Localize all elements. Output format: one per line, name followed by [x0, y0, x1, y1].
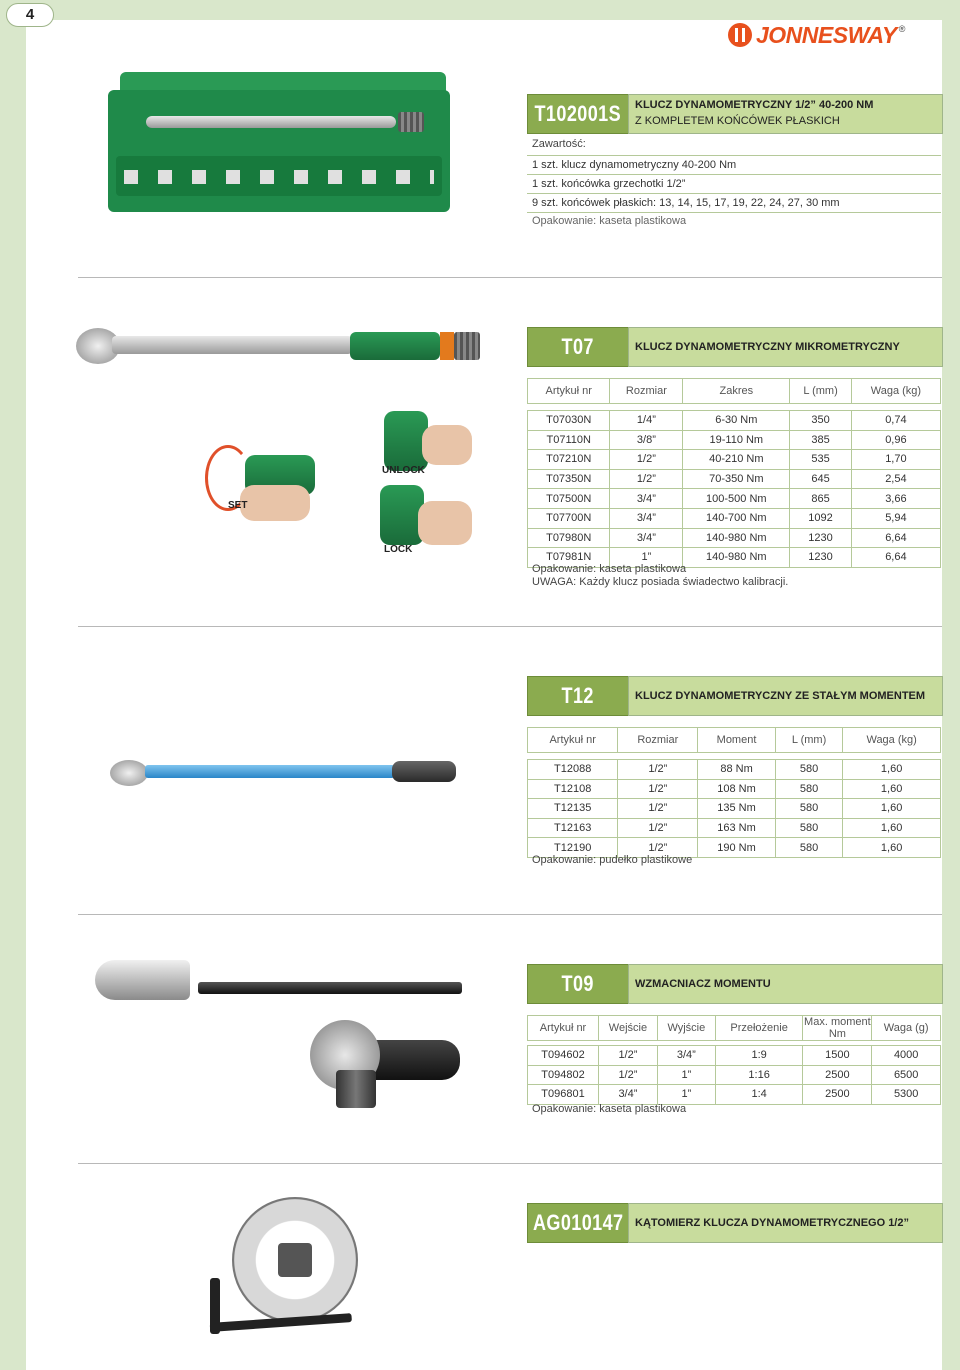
table-row — [528, 450, 941, 470]
table-cell: 140-980 Nm — [683, 528, 790, 548]
multiplier-bar-image — [198, 982, 462, 994]
table-row — [528, 489, 941, 509]
table-cell: 1,60 — [843, 818, 941, 838]
top-band — [0, 0, 960, 20]
table-cell: 3/4” — [657, 1046, 715, 1066]
product-code: T102001S — [534, 101, 622, 126]
table-row — [528, 760, 941, 780]
spec-table — [527, 1015, 941, 1105]
table-cell: 1:16 — [715, 1065, 803, 1085]
product-subtitle: Z KOMPLETEM KOŃCÓWEK PŁASKICH — [635, 115, 840, 127]
table-cell: 40-210 Nm — [683, 450, 790, 470]
table-cell: 6,64 — [851, 548, 940, 568]
table-cell: 1230 — [790, 528, 852, 548]
product-code-box — [527, 1203, 629, 1243]
table-cell: 1,60 — [843, 799, 941, 819]
table-cell: 1500 — [803, 1046, 872, 1066]
wrench-grip-image — [392, 761, 456, 782]
table-cell: 1,60 — [843, 760, 941, 780]
product-title-box — [628, 964, 943, 1004]
table-row — [528, 411, 941, 431]
table-cell: 0,96 — [851, 430, 940, 450]
product-title: KLUCZ DYNAMOMETRYCZNY MIKROMETRYCZNY — [635, 341, 900, 353]
table-cell: 350 — [790, 411, 852, 431]
table-cell: T07210N — [528, 450, 610, 470]
table-cell: 1/2” — [610, 450, 683, 470]
product-title: KLUCZ DYNAMOMETRYCZNY ZE STAŁYM MOMENTEM — [635, 690, 926, 702]
column-header: Wejście — [599, 1016, 658, 1041]
product-title: KLUCZ DYNAMOMETRYCZNY 1/2” 40-200 NM — [635, 99, 874, 111]
table-row — [528, 1046, 941, 1066]
table-row — [528, 508, 941, 528]
table-cell: 3,66 — [851, 489, 940, 509]
table-cell: 1,70 — [851, 450, 940, 470]
table-cell: 1/2” — [618, 760, 698, 780]
table-cell: 5300 — [872, 1085, 941, 1105]
table-cell: 1,60 — [843, 838, 941, 858]
table-cell: T07500N — [528, 489, 610, 509]
column-header: Moment — [698, 728, 776, 753]
table-cell: T07350N — [528, 469, 610, 489]
table-cell: 1” — [657, 1085, 715, 1105]
table-header-row — [528, 728, 941, 753]
table-cell: T07110N — [528, 430, 610, 450]
table-cell: T12108 — [528, 779, 618, 799]
table-cell: 3/4” — [599, 1085, 658, 1105]
table-cell: 535 — [790, 450, 852, 470]
wrench-shaft-image — [112, 336, 352, 354]
column-header: L (mm) — [775, 728, 842, 753]
table-cell: 1/2” — [618, 799, 698, 819]
column-header: Artykuł nr — [528, 728, 618, 753]
right-margin-band — [942, 20, 960, 1370]
lock-illustration — [374, 405, 478, 560]
table-cell: 0,74 — [851, 411, 940, 431]
column-header: Artykuł nr — [528, 379, 610, 404]
page-number: 4 — [6, 3, 54, 27]
product-code-box — [527, 327, 629, 367]
table-cell: 6-30 Nm — [683, 411, 790, 431]
table-cell: T12135 — [528, 799, 618, 819]
table-row — [528, 430, 941, 450]
brand-registered-mark: ® — [898, 24, 906, 34]
list-item: 9 szt. końcówek płaskich: 13, 14, 15, 17, 19, 22, 24, 27, 30 mm — [527, 194, 941, 213]
table-cell: 1/2” — [599, 1065, 658, 1085]
table-cell: 3/4” — [610, 528, 683, 548]
table-cell: T07981N — [528, 548, 610, 568]
table-cell: 6500 — [872, 1065, 941, 1085]
unlock-label: UNLOCK — [382, 465, 425, 476]
table-cell: T07980N — [528, 528, 610, 548]
column-header: Max. moment Nm — [804, 1016, 871, 1040]
table-cell: 1/2” — [618, 818, 698, 838]
multiplier-head-image — [95, 960, 190, 1000]
table-cell: 1230 — [790, 548, 852, 568]
table-cell: 580 — [775, 838, 842, 858]
column-header: Rozmiar — [618, 728, 698, 753]
table-cell: 1/4” — [610, 411, 683, 431]
spec-table — [527, 727, 941, 858]
column-header: Waga (kg) — [843, 728, 941, 753]
contents-label: Zawartość: — [532, 138, 586, 150]
contents-list — [527, 155, 941, 213]
table-cell: 1,60 — [843, 779, 941, 799]
table-cell: 1/2” — [610, 469, 683, 489]
section-divider — [78, 277, 942, 278]
brand-name: JONNESWAY — [756, 21, 897, 48]
set-label: SET — [228, 500, 248, 511]
section-divider — [78, 1163, 942, 1164]
column-header: Zakres — [683, 379, 790, 404]
multiplier-body-image — [300, 1020, 462, 1110]
table-cell: T12163 — [528, 818, 618, 838]
table-row — [528, 818, 941, 838]
table-cell: 4000 — [872, 1046, 941, 1066]
table-cell: 5,94 — [851, 508, 940, 528]
table-cell: 3/4” — [610, 508, 683, 528]
warning-note: UWAGA: Każdy klucz posiada świadectwo kalibracji. — [532, 576, 789, 588]
table-cell: 3/8” — [610, 430, 683, 450]
table-cell: 108 Nm — [698, 779, 776, 799]
product-code: AG010147 — [532, 1210, 624, 1235]
packaging-note: Opakowanie: kaseta plastikowa — [532, 563, 687, 575]
column-header: Przełożenie — [715, 1016, 803, 1041]
table-cell: 580 — [775, 799, 842, 819]
product-title-box — [628, 1203, 943, 1243]
table-cell: 140-980 Nm — [683, 548, 790, 568]
section-divider — [78, 626, 942, 627]
table-cell: 100-500 Nm — [683, 489, 790, 509]
table-cell: 163 Nm — [698, 818, 776, 838]
table-row — [528, 1085, 941, 1105]
product-code: T12 — [561, 683, 595, 708]
column-header: Artykuł nr — [528, 1016, 599, 1041]
table-cell: 2500 — [803, 1085, 872, 1105]
protractor-dial-image — [232, 1197, 358, 1323]
list-item: 1 szt. klucz dynamometryczny 40-200 Nm — [527, 156, 941, 175]
product-title-box — [628, 94, 943, 134]
table-cell: 645 — [790, 469, 852, 489]
table-cell: 1:9 — [715, 1046, 803, 1066]
table-cell: 19-110 Nm — [683, 430, 790, 450]
wrench-head-image — [110, 760, 148, 786]
table-header-row — [528, 379, 941, 404]
product-title-box — [628, 676, 943, 716]
table-cell: 140-700 Nm — [683, 508, 790, 528]
table-cell: 1” — [657, 1065, 715, 1085]
brand-logo — [728, 22, 905, 48]
table-cell: T094802 — [528, 1065, 599, 1085]
product-code: T07 — [561, 334, 595, 359]
table-cell: T07030N — [528, 411, 610, 431]
table-cell: 88 Nm — [698, 760, 776, 780]
table-cell: 1/2” — [618, 838, 698, 858]
packaging-note: Opakowanie: pudełko plastikowe — [532, 854, 693, 866]
column-header: Waga (g) — [872, 1016, 941, 1041]
product-title: WZMACNIACZ MOMENTU — [635, 978, 771, 990]
table-cell: 190 Nm — [698, 838, 776, 858]
packaging-note: Opakowanie: kaseta plastikowa — [532, 1103, 687, 1115]
column-header: Wyjście — [657, 1016, 715, 1041]
table-cell: 135 Nm — [698, 799, 776, 819]
column-header: L (mm) — [790, 379, 852, 404]
table-row — [528, 779, 941, 799]
product-title-box — [628, 327, 943, 367]
table-cell: T096801 — [528, 1085, 599, 1105]
table-cell: T12190 — [528, 838, 618, 858]
product-code-box — [527, 676, 629, 716]
table-cell: 580 — [775, 779, 842, 799]
table-row — [528, 1065, 941, 1085]
brand-logo-icon — [728, 23, 752, 47]
table-cell: T07700N — [528, 508, 610, 528]
table-cell: 580 — [775, 818, 842, 838]
wrench-grip-image — [350, 332, 440, 360]
table-cell: T12088 — [528, 760, 618, 780]
table-row — [528, 528, 941, 548]
column-header: Rozmiar — [610, 379, 683, 404]
table-cell: 385 — [790, 430, 852, 450]
table-row — [528, 799, 941, 819]
product-title: KĄTOMIERZ KLUCZA DYNAMOMETRYCZNEGO 1/2” — [635, 1217, 909, 1229]
table-cell: 2500 — [803, 1065, 872, 1085]
spec-table — [527, 378, 941, 568]
table-row — [528, 469, 941, 489]
table-cell: 2,54 — [851, 469, 940, 489]
lock-label: LOCK — [384, 544, 413, 555]
table-header-row — [528, 1016, 941, 1041]
table-cell: 3/4” — [610, 489, 683, 509]
table-cell: 6,64 — [851, 528, 940, 548]
table-cell: 1:4 — [715, 1085, 803, 1105]
list-item: 1 szt. końcówka grzechotki 1/2” — [527, 175, 941, 194]
table-cell: T094602 — [528, 1046, 599, 1066]
table-cell: 580 — [775, 760, 842, 780]
table-cell: 1” — [610, 548, 683, 568]
table-cell: 1092 — [790, 508, 852, 528]
table-cell: 1/2” — [618, 779, 698, 799]
case-image — [108, 90, 450, 212]
column-header: Waga (kg) — [851, 379, 940, 404]
section-divider — [78, 914, 942, 915]
product-code-box — [527, 964, 629, 1004]
table-cell: 865 — [790, 489, 852, 509]
packaging-note: Opakowanie: kaseta plastikowa — [532, 215, 687, 227]
table-cell: 70-350 Nm — [683, 469, 790, 489]
left-margin-band — [0, 0, 26, 1370]
wrench-shaft-image — [145, 765, 395, 778]
product-code-box — [527, 94, 629, 134]
product-code: T09 — [561, 971, 595, 996]
table-cell: 1/2” — [599, 1046, 658, 1066]
set-illustration — [205, 425, 335, 525]
